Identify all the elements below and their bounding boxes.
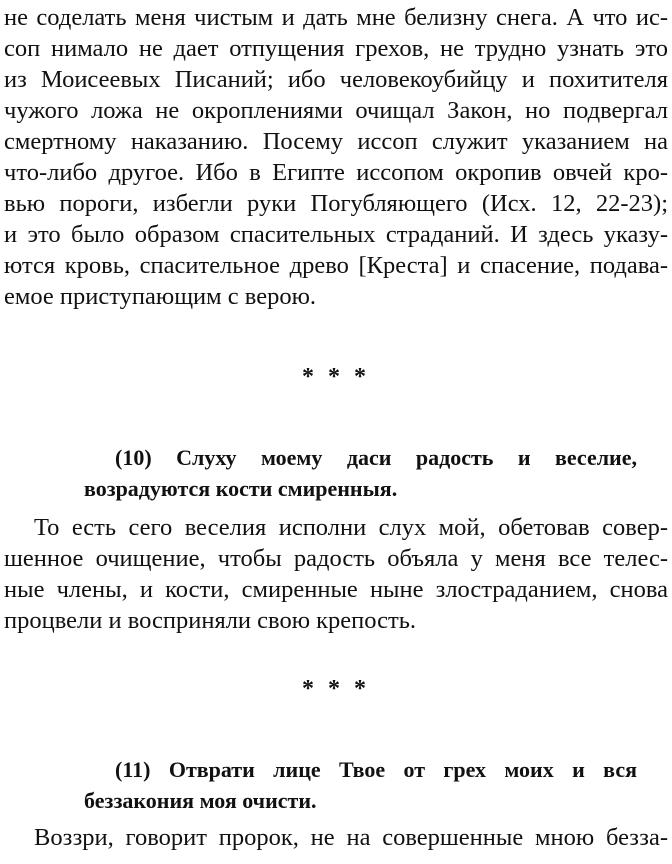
text-line: То есть сего веселия исполни слух мой, обетовав совер-: [34, 514, 668, 541]
text-line: вью пороги, избегли руки Погубляющего (Исх. 12, 22-23);: [4, 190, 668, 217]
verse-line: (10) Слуху моему даси радость и веселие,: [115, 445, 637, 470]
text-line: из Моисеевых Писаний; ибо человекоубийцу и похитителя: [4, 66, 668, 93]
text-line: процвели и восприняли свою крепость.: [4, 607, 417, 634]
section-separator: * * *: [302, 676, 370, 702]
verse-line: беззакония моя очисти.: [84, 788, 317, 813]
text-line: чужого ложа не окроплениями очищал Закон, но подвергал: [4, 97, 668, 124]
section-separator: * * *: [302, 364, 370, 390]
text-line: ются кровь, спасительное древо [Креста] и спасение, подава-: [4, 252, 668, 279]
verse-line: (11) Отврати лице Твое от грех моих и вся: [115, 757, 637, 782]
text-line: емое приступающим с верою.: [4, 283, 317, 310]
verse-line: возрадуются кости смиренныя.: [84, 476, 398, 501]
text-line: не соделать меня чистым и дать мне белизну снега. А что ис-: [4, 4, 668, 31]
text-line: ные члены, и кости, смиренные ныне злостраданием, снова: [4, 576, 668, 603]
text-line: смертному наказанию. Посему иссоп служит указанием на: [4, 128, 668, 155]
text-line: шенное очищение, чтобы радость объяла у меня все телес-: [4, 545, 668, 572]
text-line: соп нимало не дает отпущения грехов, не трудно узнать это: [4, 35, 668, 62]
text-line: Воззри, говорит пророк, не на совершенные мною безза-: [34, 824, 668, 851]
text-line: и это было образом спасительных страданий. И здесь указу-: [4, 221, 668, 248]
text-line: что-либо другое. Ибо в Египте иссопом окропив овчей кро-: [4, 159, 668, 186]
